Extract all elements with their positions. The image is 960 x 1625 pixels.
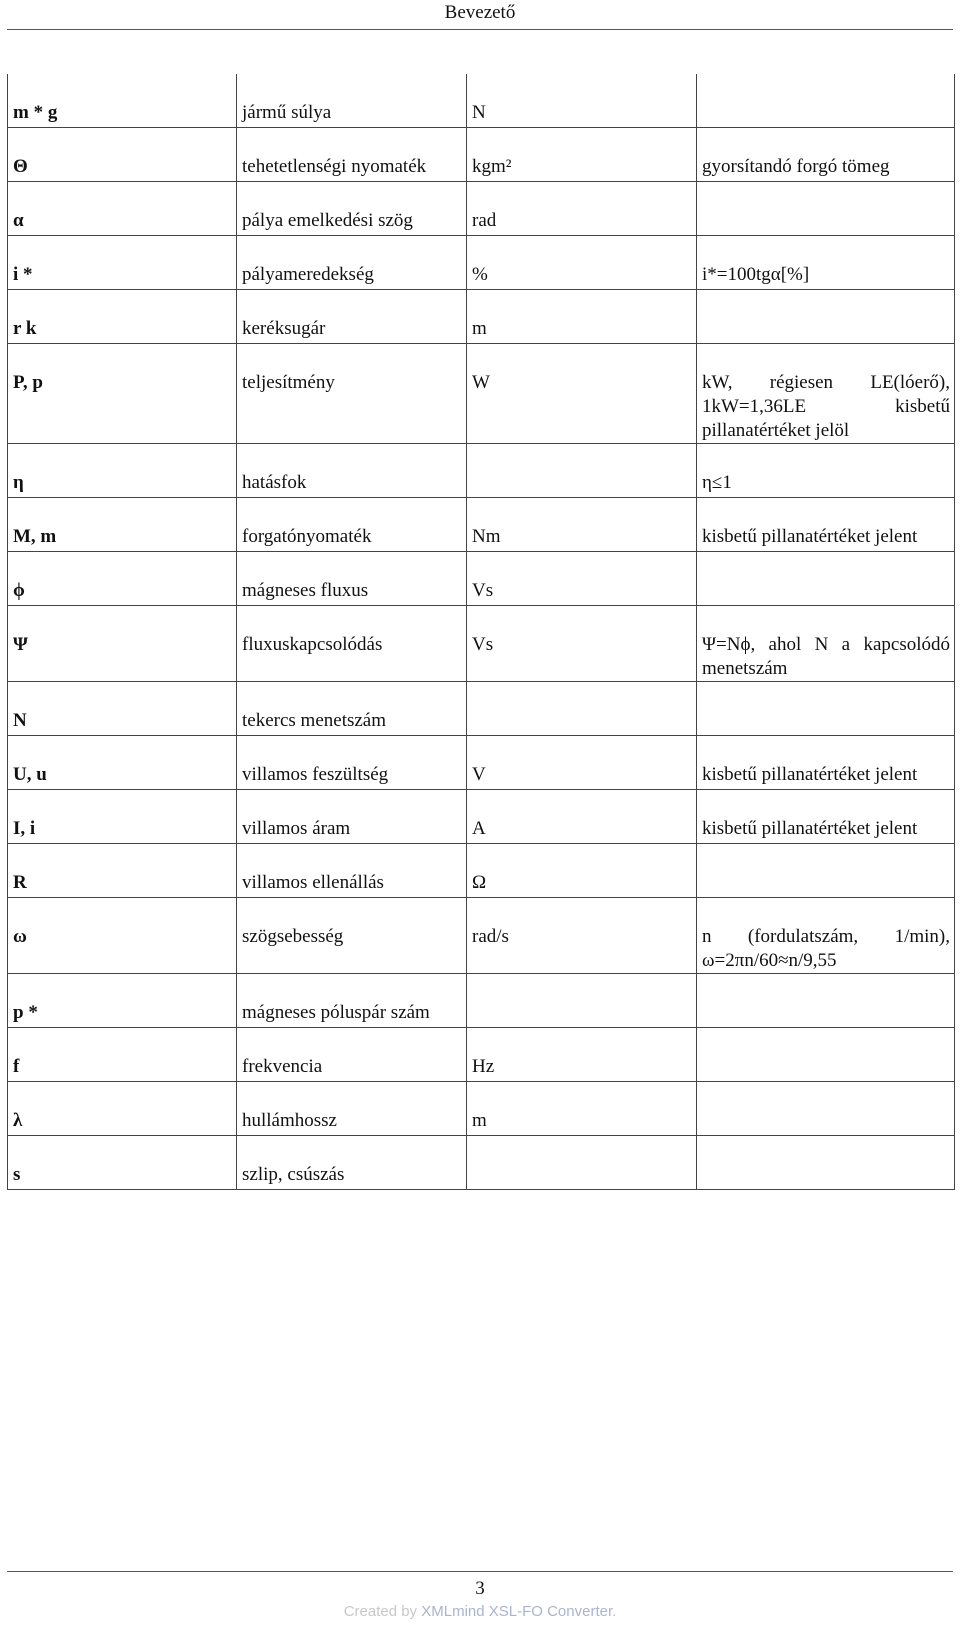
unit-cell: kgm² — [467, 128, 697, 182]
note-cell — [697, 844, 955, 898]
unit-cell: m — [467, 290, 697, 344]
credit-prefix: Created by — [343, 1603, 422, 1620]
quantity-cell: frekvencia — [237, 1028, 467, 1082]
note-cell: gyorsítandó forgó tömeg — [697, 128, 955, 182]
note-cell: kisbetű pillanatértéket jelent — [697, 498, 955, 552]
symbol-cell: M, m — [8, 498, 237, 552]
note-cell: kisbetű pillanatértéket jelent — [697, 790, 955, 844]
quantity-cell: pályameredekség — [237, 236, 467, 290]
quantity-cell: szögsebesség — [237, 898, 467, 974]
page-number: 3 — [475, 1578, 485, 1599]
symbol-cell: r k — [8, 290, 237, 344]
symbol-cell: ω — [8, 898, 237, 974]
note-cell: n (fordulatszám, 1/min), ω=2πn/60≈n/9,55 — [697, 898, 955, 974]
note-cell: η≤1 — [697, 444, 955, 498]
symbol-cell: I, i — [8, 790, 237, 844]
unit-cell: rad — [467, 182, 697, 236]
table-row — [8, 682, 955, 736]
table-row — [8, 1082, 955, 1136]
symbol-cell: R — [8, 844, 237, 898]
quantity-cell: hatásfok — [237, 444, 467, 498]
credit-suffix: . — [612, 1603, 617, 1620]
quantity-cell: jármű súlya — [237, 74, 467, 128]
note-cell — [697, 290, 955, 344]
symbol-cell: P, p — [8, 344, 237, 444]
note-cell — [697, 182, 955, 236]
table-row — [8, 1136, 955, 1190]
symbol-cell: ϕ — [8, 552, 237, 606]
unit-cell: W — [467, 344, 697, 444]
unit-cell — [467, 974, 697, 1028]
unit-cell: m — [467, 1082, 697, 1136]
note-cell: kisbetű pillanatértéket jelent — [697, 736, 955, 790]
table-row — [8, 236, 955, 290]
table-row — [8, 790, 955, 844]
unit-cell: V — [467, 736, 697, 790]
symbol-cell: s — [8, 1136, 237, 1190]
symbol-cell: f — [8, 1028, 237, 1082]
table-row — [8, 74, 955, 128]
unit-cell: Ω — [467, 844, 697, 898]
symbol-table — [7, 74, 955, 1190]
unit-cell — [467, 682, 697, 736]
table-row — [8, 444, 955, 498]
quantity-cell: mágneses póluspár szám — [237, 974, 467, 1028]
unit-cell — [467, 1136, 697, 1190]
unit-cell: Vs — [467, 552, 697, 606]
symbol-cell: p * — [8, 974, 237, 1028]
table-row — [8, 344, 955, 444]
note-cell — [697, 552, 955, 606]
table-row — [8, 1028, 955, 1082]
symbol-cell: α — [8, 182, 237, 236]
quantity-cell: villamos áram — [237, 790, 467, 844]
quantity-cell: villamos feszültség — [237, 736, 467, 790]
quantity-cell: teljesítmény — [237, 344, 467, 444]
unit-cell: N — [467, 74, 697, 128]
unit-cell — [467, 444, 697, 498]
symbol-cell: η — [8, 444, 237, 498]
note-cell — [697, 1082, 955, 1136]
note-cell: kW, régiesen LE(lóerő), 1kW=1,36LE kisbetű pillanatértéket jelöl — [697, 344, 955, 444]
note-cell — [697, 1136, 955, 1190]
unit-cell: % — [467, 236, 697, 290]
note-cell: Ψ=Nϕ, ahol N a kapcsolódó menetszám — [697, 606, 955, 682]
table-row — [8, 182, 955, 236]
header-divider — [7, 29, 953, 30]
quantity-cell: tekercs menetszám — [237, 682, 467, 736]
table-row — [8, 552, 955, 606]
converter-credit — [0, 1603, 960, 1621]
note-cell — [697, 1028, 955, 1082]
unit-cell: Vs — [467, 606, 697, 682]
symbol-cell: λ — [8, 1082, 237, 1136]
table-row — [8, 736, 955, 790]
symbol-cell: Ψ — [8, 606, 237, 682]
note-cell — [697, 74, 955, 128]
table-row — [8, 290, 955, 344]
table-row — [8, 898, 955, 974]
table-row — [8, 844, 955, 898]
quantity-cell: mágneses fluxus — [237, 552, 467, 606]
quantity-cell: keréksugár — [237, 290, 467, 344]
symbol-cell: Θ — [8, 128, 237, 182]
unit-cell: A — [467, 790, 697, 844]
footer-divider — [7, 1571, 953, 1572]
page-header-title: Bevezető — [444, 2, 516, 23]
quantity-cell: villamos ellenállás — [237, 844, 467, 898]
symbol-cell: N — [8, 682, 237, 736]
table-row — [8, 606, 955, 682]
table-row — [8, 498, 955, 552]
symbol-cell: U, u — [8, 736, 237, 790]
note-cell — [697, 682, 955, 736]
quantity-cell: pálya emelkedési szög — [237, 182, 467, 236]
table-row — [8, 974, 955, 1028]
note-cell: i*=100tgα[%] — [697, 236, 955, 290]
quantity-cell: fluxuskapcsolódás — [237, 606, 467, 682]
credit-product: XMLmind XSL-FO Converter — [421, 1603, 613, 1620]
symbol-cell: m * g — [8, 74, 237, 128]
unit-cell: rad/s — [467, 898, 697, 974]
quantity-cell: tehetetlenségi nyomaték — [237, 128, 467, 182]
note-cell — [697, 974, 955, 1028]
quantity-cell: forgatónyomaték — [237, 498, 467, 552]
unit-cell: Hz — [467, 1028, 697, 1082]
quantity-cell: szlip, csúszás — [237, 1136, 467, 1190]
unit-cell: Nm — [467, 498, 697, 552]
table-row — [8, 128, 955, 182]
symbol-cell: i * — [8, 236, 237, 290]
quantity-cell: hullámhossz — [237, 1082, 467, 1136]
